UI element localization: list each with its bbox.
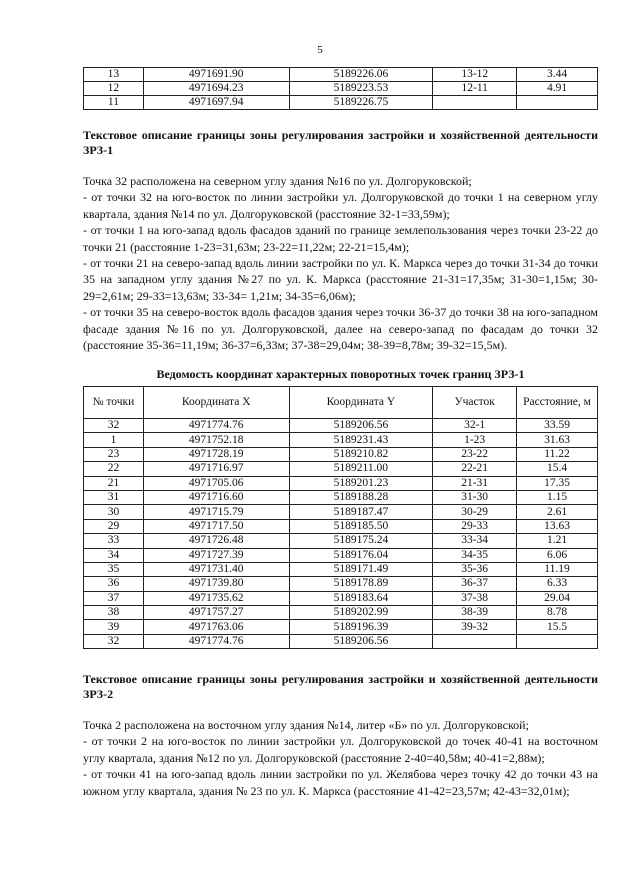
cell-point: 34 — [84, 548, 144, 562]
cell-y: 5189187.47 — [289, 505, 433, 519]
cell-point: 13 — [84, 68, 144, 82]
cell-section — [433, 96, 517, 110]
cell-y: 5189188.28 — [289, 490, 433, 504]
cell-point: 21 — [84, 476, 144, 490]
cell-distance — [517, 634, 598, 648]
cell-y: 5189202.99 — [289, 606, 433, 620]
cell-point: 30 — [84, 505, 144, 519]
cell-point: 31 — [84, 490, 144, 504]
cell-point: 22 — [84, 462, 144, 476]
table-row — [84, 433, 598, 447]
cell-y: 5189183.64 — [289, 591, 433, 605]
cell-section: 33-34 — [433, 534, 517, 548]
section1-paragraph: - от точки 1 на юго-запад вдоль фасадов зданий по границе землепользования через точки 23-22 до точки 21 (расстояние 1-23=31,63м; 23-22=11,22м; 22-21=15,4м); — [83, 223, 598, 254]
cell-x: 4971694.23 — [143, 82, 289, 96]
cell-point: 32 — [84, 419, 144, 433]
cell-x: 4971774.76 — [143, 634, 289, 648]
cell-distance: 15.5 — [517, 620, 598, 634]
cell-distance: 11.19 — [517, 562, 598, 576]
cell-distance: 6.06 — [517, 548, 598, 562]
table-row — [84, 534, 598, 548]
cell-y: 5189210.82 — [289, 447, 433, 461]
cell-point: 33 — [84, 534, 144, 548]
cell-section — [433, 634, 517, 648]
cell-distance: 13.63 — [517, 519, 598, 533]
cell-distance: 8.78 — [517, 606, 598, 620]
cell-section: 13-12 — [433, 68, 517, 82]
cell-x: 4971726.48 — [143, 534, 289, 548]
coordinates-table-title: Ведомость координат характерных поворотных точек границ ЗРЗ-1 — [156, 367, 525, 381]
header-distance: Расстояние, м — [517, 387, 598, 419]
table-row — [84, 591, 598, 605]
cell-distance: 31.63 — [517, 433, 598, 447]
section1-paragraph: - от точки 35 на северо-восток вдоль фасадов здания через точки 36-37 до точки 38 на юго-западном фасаде здания №16 по ул. Долгоруковской, далее на северо-запад по фасадам до точки 32 (расстояние 35-36=11,19м; 36-37=6,33м; 37-38=29,04м; 38-39=8,78м; 39-32=15,5м). — [83, 305, 598, 353]
table-row — [84, 96, 598, 110]
cell-y: 5189196.39 — [289, 620, 433, 634]
cell-distance: 15.4 — [517, 462, 598, 476]
cell-section: 32-1 — [433, 419, 517, 433]
cell-section: 34-35 — [433, 548, 517, 562]
cell-section: 37-38 — [433, 591, 517, 605]
header-x: Координата X — [143, 387, 289, 419]
cell-x: 4971727.39 — [143, 548, 289, 562]
cell-y: 5189231.43 — [289, 433, 433, 447]
cell-x: 4971735.62 — [143, 591, 289, 605]
cell-distance: 2.61 — [517, 505, 598, 519]
cell-section: 22-21 — [433, 462, 517, 476]
cell-y: 5189176.04 — [289, 548, 433, 562]
section1-heading: Текстовое описание границы зоны регулирования застройки и хозяйственной деятельности ЗРЗ-1 — [83, 128, 598, 157]
cell-point: 38 — [84, 606, 144, 620]
cell-point: 37 — [84, 591, 144, 605]
coordinates-table-header — [84, 387, 598, 419]
cell-distance: 11.22 — [517, 447, 598, 461]
section1-text — [83, 173, 598, 353]
cell-distance: 33.59 — [517, 419, 598, 433]
section1-paragraph: - от точки 21 на северо-запад вдоль линии застройки по ул. К. Маркса через до точки 31-34 до точки 35 на западном углу здания №27 по ул. К. Маркса (расстояние 21-31=17,35м; 31-30=1,15м; 30-29=2,61м; 29-33=13,63м; 33-34= 1,21м; 34-35=6,06м); — [83, 256, 598, 303]
cell-point: 39 — [84, 620, 144, 634]
cell-point: 1 — [84, 433, 144, 447]
table-row — [84, 606, 598, 620]
table-row — [84, 562, 598, 576]
cell-section: 38-39 — [433, 606, 517, 620]
table-row — [84, 462, 598, 476]
table-row — [84, 68, 598, 82]
cell-x: 4971716.60 — [143, 490, 289, 504]
cell-x: 4971717.50 — [143, 519, 289, 533]
continued-coordinates-table — [83, 67, 598, 110]
cell-x: 4971716.97 — [143, 462, 289, 476]
cell-y: 5189185.50 — [289, 519, 433, 533]
cell-y: 5189201.23 — [289, 476, 433, 490]
table-row — [84, 634, 598, 648]
cell-x: 4971763.06 — [143, 620, 289, 634]
cell-point: 11 — [84, 96, 144, 110]
cell-x: 4971697.94 — [143, 96, 289, 110]
table-row — [84, 577, 598, 591]
cell-point: 36 — [84, 577, 144, 591]
cell-y: 5189171.49 — [289, 562, 433, 576]
cell-distance: 4.91 — [517, 82, 598, 96]
section2-paragraph: - от точки 41 на юго-запад вдоль линии застройки по ул. Желябова через точку 42 до точки 43 на южном углу квартала, здания № 23 по ул. К. Маркса (расстояние 41-42=23,57м; 42-43=32,01м); — [83, 767, 598, 798]
section2-heading: Текстовое описание границы зоны регулирования застройки и хозяйственной деятельности ЗРЗ-2 — [83, 672, 598, 701]
page-number: 5 — [317, 44, 323, 56]
cell-distance: 3.44 — [517, 68, 598, 82]
cell-x: 4971691.90 — [143, 68, 289, 82]
table-row — [84, 447, 598, 461]
table-row — [84, 505, 598, 519]
cell-distance — [517, 96, 598, 110]
cell-distance: 1.21 — [517, 534, 598, 548]
cell-point: 35 — [84, 562, 144, 576]
cell-x: 4971728.19 — [143, 447, 289, 461]
cell-section: 23-22 — [433, 447, 517, 461]
section2-paragraph: Точка 2 расположена на восточном углу здания №14, литер «Б» по ул. Долгоруковской; — [83, 718, 529, 732]
cell-point: 23 — [84, 447, 144, 461]
cell-x: 4971752.18 — [143, 433, 289, 447]
cell-point: 12 — [84, 82, 144, 96]
cell-point: 29 — [84, 519, 144, 533]
cell-section: 30-29 — [433, 505, 517, 519]
cell-section: 35-36 — [433, 562, 517, 576]
header-point: № точки — [84, 387, 144, 419]
cell-point: 32 — [84, 634, 144, 648]
table-row — [84, 419, 598, 433]
table-row — [84, 548, 598, 562]
table-row — [84, 82, 598, 96]
section1-paragraph: - от точки 32 на юго-восток по линии застройки ул. Долгоруковской до точки 1 на северном углу квартала, здания №14 по ул. Долгоруковской (расстояние 32-1=33,59м); — [83, 190, 598, 221]
cell-section: 29-33 — [433, 519, 517, 533]
cell-y: 5189211.00 — [289, 462, 433, 476]
table-row — [84, 476, 598, 490]
cell-x: 4971705.06 — [143, 476, 289, 490]
table-row — [84, 519, 598, 533]
cell-x: 4971731.40 — [143, 562, 289, 576]
cell-y: 5189175.24 — [289, 534, 433, 548]
section2-paragraph: - от точки 2 на юго-восток по линии застройки ул. Долгоруковской до точек 40-41 на восточном углу квартала, здания №12 по ул. Долгоруковской (расстояние 2-40=40,58м; 40-41=2,88м); — [83, 734, 598, 765]
cell-distance: 6.33 — [517, 577, 598, 591]
cell-x: 4971715.79 — [143, 505, 289, 519]
cell-y: 5189226.75 — [289, 96, 433, 110]
section2-text — [83, 717, 598, 799]
coordinates-table — [83, 386, 598, 649]
cell-y: 5189206.56 — [289, 419, 433, 433]
cell-distance: 29.04 — [517, 591, 598, 605]
cell-section: 36-37 — [433, 577, 517, 591]
header-section: Участок — [433, 387, 517, 419]
cell-x: 4971739.80 — [143, 577, 289, 591]
cell-section: 1-23 — [433, 433, 517, 447]
cell-x: 4971757.27 — [143, 606, 289, 620]
cell-x: 4971774.76 — [143, 419, 289, 433]
cell-y: 5189206.56 — [289, 634, 433, 648]
cell-section: 31-30 — [433, 490, 517, 504]
table-row — [84, 620, 598, 634]
cell-y: 5189178.89 — [289, 577, 433, 591]
table-row — [84, 490, 598, 504]
cell-section: 39-32 — [433, 620, 517, 634]
section1-paragraph: Точка 32 расположена на северном углу здания №16 по ул. Долгоруковской; — [83, 174, 472, 188]
cell-distance: 17.35 — [517, 476, 598, 490]
cell-y: 5189226.06 — [289, 68, 433, 82]
cell-section: 12-11 — [433, 82, 517, 96]
cell-section: 21-31 — [433, 476, 517, 490]
header-y: Координата Y — [289, 387, 433, 419]
cell-y: 5189223.53 — [289, 82, 433, 96]
cell-distance: 1.15 — [517, 490, 598, 504]
